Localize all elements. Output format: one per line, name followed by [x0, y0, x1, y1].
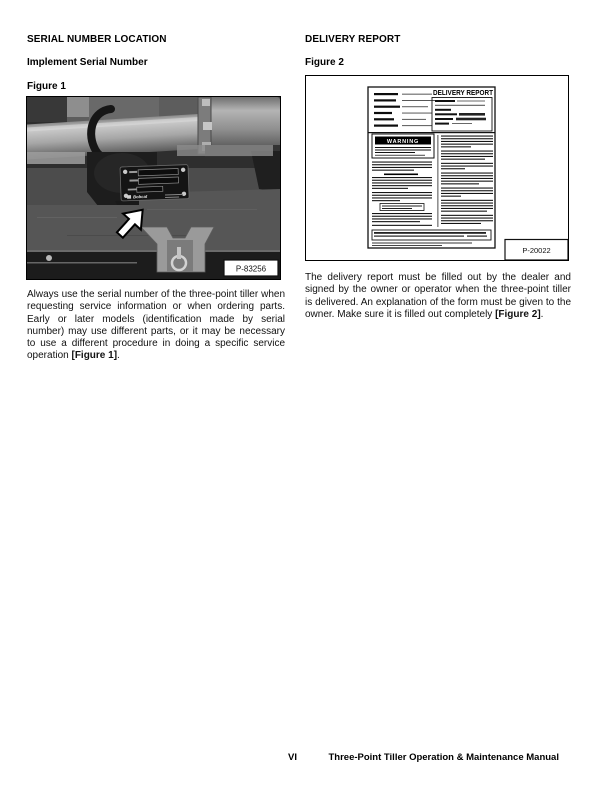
- warning-banner-label: WARNING: [386, 138, 420, 145]
- figure-1-reference: [Figure 1]: [71, 350, 118, 362]
- footer-manual-title: Three-Point Tiller Operation & Maintenance Manual: [328, 752, 559, 763]
- subheading-implement-serial-number: Implement Serial Number: [27, 57, 148, 68]
- form-title-delivery-report: DELIVERY REPORT: [433, 90, 494, 97]
- body-text: The delivery report must be filled out by the dealer and signed by the owner or operator when the three-point tiller is delivered. An explanation of the form must be given to the owner. Make sure it is filled out completely: [305, 272, 571, 320]
- figure-2-reference: [Figure 2]: [495, 308, 541, 320]
- plate-brand-logo: Bobcat: [132, 193, 148, 200]
- section-heading-delivery-report: DELIVERY REPORT: [305, 34, 401, 45]
- figure-1-photo: [26, 96, 281, 280]
- serial-number-plate: [120, 165, 189, 201]
- page-number: VI: [288, 752, 297, 763]
- body-text: Always use the serial number of the three-point tiller when requesting service information or when ordering parts. Early or later models (identification made by serial number) may use different parts, or it may be necessary to use a different procedure in doing a specific service operation: [27, 289, 285, 362]
- figure-2-label: Figure 2: [305, 57, 344, 68]
- photo-id-label-figure-1: P-83256: [235, 264, 267, 274]
- delivery-report-body-paragraph: The delivery report must be filled out by the dealer and signed by the owner or operator when the three-point tiller is delivered. An explanation of the form must be given to the owner. Make sure it is filled out completely [Figure 2].: [305, 272, 571, 320]
- section-heading-serial-number-location: SERIAL NUMBER LOCATION: [27, 34, 167, 45]
- figure-1-label: Figure 1: [27, 81, 66, 92]
- delivery-report-form-drawing: [306, 76, 568, 260]
- serial-number-body-paragraph: Always use the serial number of the three-point tiller when requesting service information or when ordering parts. Early or later models (identification made by serial number) may use different parts, or it may be necessary to use a different procedure in doing a specific service operation [Figure 1].: [27, 289, 285, 362]
- photo-id-label-figure-2: P-20022: [522, 246, 551, 255]
- figure-2-illustration: [305, 75, 569, 261]
- tiller-serial-plate-photo: [27, 97, 280, 279]
